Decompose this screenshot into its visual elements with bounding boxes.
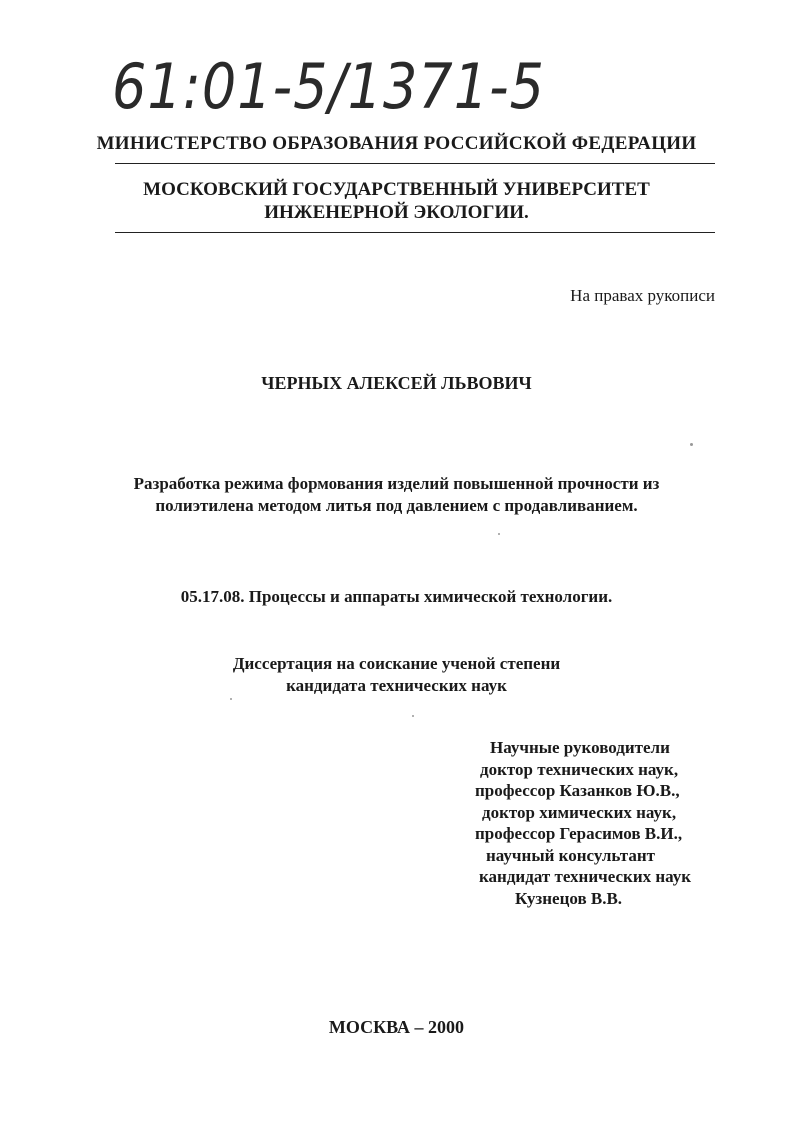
specialty-code: 05.17.08. Процессы и аппараты химической технологии.	[180, 587, 613, 606]
scan-speck	[412, 715, 414, 717]
dissertation-title	[0, 473, 793, 517]
advisor-line: кандидат технических наук	[479, 867, 692, 886]
archive-number-handwritten: 61:01-5/1371-5	[112, 50, 545, 123]
advisor-line: научный консультант	[486, 845, 655, 865]
university-line-2: ИНЖЕНЕРНОЙ ЭКОЛОГИИ.	[264, 202, 529, 223]
advisors-block	[472, 737, 732, 909]
author-name: ЧЕРНЫХ АЛЕКСЕЙ ЛЬВОВИЧ	[261, 373, 532, 393]
scan-speck	[498, 533, 500, 535]
divider-bottom	[115, 232, 715, 233]
title-line-1: Разработка режима формования изделий повышенной прочности из	[133, 474, 660, 493]
degree-line-2: кандидата технических наук	[286, 676, 507, 695]
advisor-line: доктор химических наук,	[482, 802, 677, 822]
divider-top	[115, 163, 715, 164]
advisor-line: Кузнецов В.В.	[515, 888, 623, 908]
manuscript-rights-note: На правах рукописи	[570, 286, 715, 305]
advisor-line: доктор технических наук,	[480, 759, 679, 779]
scan-speck	[690, 443, 693, 446]
advisors-heading: Научные руководители	[490, 738, 670, 757]
degree-line-1: Диссертация на соискание ученой степени	[232, 654, 561, 673]
title-line-2: полиэтилена методом литья под давлением с продавливанием.	[155, 496, 638, 515]
scan-speck	[230, 698, 232, 700]
university-line-1: МОСКОВСКИЙ ГОСУДАРСТВЕННЫЙ УНИВЕРСИТЕТ	[143, 179, 650, 200]
advisor-line: профессор Герасимов В.И.,	[475, 824, 683, 843]
ministry-heading: МИНИСТЕРСТВО ОБРАЗОВАНИЯ РОССИЙСКОЙ ФЕДЕРАЦИИ	[96, 133, 697, 154]
advisor-line: профессор Казанков Ю.В.,	[475, 781, 680, 800]
degree-statement	[0, 653, 793, 697]
city-year: МОСКВА – 2000	[328, 1017, 465, 1037]
university-heading	[0, 178, 793, 224]
